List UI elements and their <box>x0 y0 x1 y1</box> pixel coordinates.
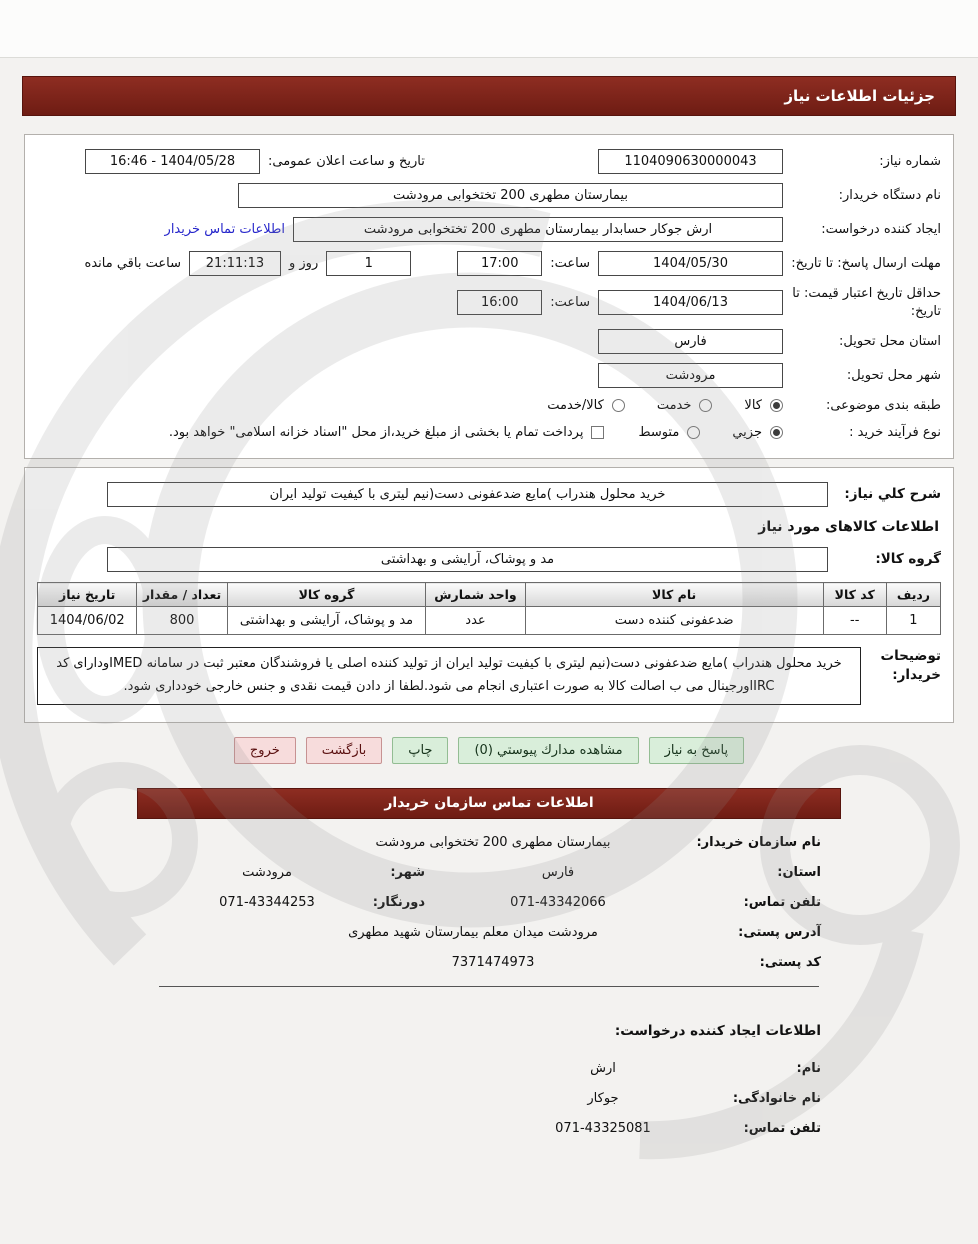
org-name-value: بیمارستان مطهری 200 تختخوابی مرودشت <box>375 834 611 850</box>
remaining-days-box: 1 <box>326 251 411 276</box>
creator-first-name-row <box>157 1061 821 1076</box>
buyer-org-label: نام دستگاه خریدار: <box>838 187 941 203</box>
radio-service-label: خدمت <box>656 398 692 414</box>
radio-minor-label: جزيي <box>732 424 762 440</box>
radio-goods-service-label: کالا/خدمت <box>547 398 604 414</box>
delivery-city-row <box>37 363 941 388</box>
need-description-box <box>24 467 954 723</box>
price-validity-time-label: ساعت: <box>550 295 590 311</box>
creator-last-name-row <box>157 1091 821 1106</box>
action-buttons <box>0 737 978 764</box>
col-row: ردیف <box>886 583 940 607</box>
buyer-notes-row <box>37 647 941 705</box>
radio-goods[interactable] <box>770 399 783 412</box>
radio-medium[interactable] <box>687 426 700 439</box>
deadline-date-input[interactable]: 1404/05/30 <box>598 251 783 276</box>
delivery-city-label: شهر محل تحویل: <box>846 367 941 383</box>
page-title-bar <box>22 76 956 116</box>
process-type-label: نوع فرآیند خرید : <box>849 424 941 440</box>
request-creator-label: ایجاد کننده درخواست: <box>821 221 941 237</box>
need-number-input[interactable]: 1104090630000043 <box>598 149 783 174</box>
radio-goods-label: کالا <box>744 398 762 414</box>
cell-group: مد و پوشاک، آرایشی و بهداشتی <box>227 607 426 635</box>
col-name: نام کالا <box>525 583 823 607</box>
cell-code: -- <box>823 607 886 635</box>
buyer-org-row <box>37 183 941 208</box>
fax-value: 071-43344253 <box>219 894 315 910</box>
col-group: گروه کالا <box>227 583 426 607</box>
delivery-province-row <box>37 329 941 354</box>
need-desc-label: شرح كلي نياز: <box>844 486 941 503</box>
postal-code-row <box>157 955 821 970</box>
delivery-city-input[interactable]: مرودشت <box>598 363 783 388</box>
goods-table-header-row <box>38 583 941 607</box>
page-title: جزئیات اطلاعات نیاز <box>784 87 935 105</box>
announce-datetime-input[interactable]: 16:46 - 1404/05/28 <box>85 149 260 174</box>
radio-minor[interactable] <box>770 426 783 439</box>
section-divider <box>159 986 819 987</box>
buyer-contact-link[interactable]: اطلاعات تماس خریدار <box>164 222 285 237</box>
col-date: تاریخ نیاز <box>38 583 137 607</box>
countdown-timer-box: 21:11:13 <box>189 251 281 276</box>
first-name-value: ارش <box>590 1060 616 1076</box>
creator-section-title: اطلاعات ایجاد کننده درخواست: <box>614 1022 821 1039</box>
city-label: شهر: <box>390 864 425 880</box>
cell-qty: 800 <box>137 607 227 635</box>
goods-table <box>37 582 941 635</box>
province-city-row <box>157 865 821 880</box>
city-value: مرودشت <box>242 864 292 880</box>
buyer-notes-text: خرید محلول هندراب )مایع ضدعفونی دست(نیم لیتری با کیفیت تولید ایران از تولید کننده اصلی یا فروشندگان معتبر ثبت در سامانه IMEDودارای کد IRCاورجینال می ب اصالت کالا به صورت اعتباری انجام می شود.لطفا از دادن قیمت نقدی و جنس خارجی خودداری شود. <box>37 647 861 705</box>
cell-name: ضدعفونی کننده دست <box>525 607 823 635</box>
remaining-days-label: روز و <box>288 256 319 271</box>
phone-value: 071-43342066 <box>510 894 606 910</box>
contact-section-header <box>137 788 841 819</box>
province-label: استان: <box>777 864 821 880</box>
col-qty: تعداد / مقدار <box>137 583 227 607</box>
creator-phone-label: تلفن تماس: <box>743 1120 821 1136</box>
respond-button[interactable]: پاسخ به نیاز <box>649 737 745 764</box>
col-code: کد کالا <box>823 583 886 607</box>
province-value: فارس <box>541 864 575 880</box>
radio-goods-service[interactable] <box>612 399 625 412</box>
need-number-label: شماره نیاز: <box>879 153 941 169</box>
announce-label: تاریخ و ساعت اعلان عمومی: <box>268 154 425 169</box>
goods-group-input[interactable]: مد و پوشاک، آرایشی و بهداشتی <box>107 547 828 572</box>
need-number-row <box>37 149 941 174</box>
price-validity-time-input[interactable]: 16:00 <box>457 290 542 315</box>
countdown-label: ساعت باقي مانده <box>84 256 181 271</box>
address-value: مرودشت میدان معلم بیمارستان شهید مطهری <box>348 924 598 940</box>
request-creator-input[interactable]: ارش جوکار حسابدار بیمارستان مطهری 200 تختخوابی مرودشت <box>293 217 783 242</box>
exit-button[interactable]: خروج <box>234 737 296 764</box>
contact-section <box>137 827 841 970</box>
cell-row: 1 <box>886 607 940 635</box>
phone-fax-row <box>157 895 821 910</box>
address-label: آدرس پستی: <box>738 924 821 940</box>
creator-phone-row <box>157 1121 821 1136</box>
creator-phone-value: 071-43325081 <box>555 1120 651 1136</box>
view-attachments-button[interactable]: مشاهده مدارك پیوستي (0) <box>458 737 638 764</box>
response-deadline-row <box>37 251 941 276</box>
table-row <box>38 607 941 635</box>
radio-service[interactable] <box>699 399 712 412</box>
need-desc-row <box>37 482 941 507</box>
price-validity-label: حداقل تاریخ اعتبار قیمت: تا تاریخ: <box>792 286 941 319</box>
address-row <box>157 925 821 940</box>
treasury-payment-checkbox[interactable] <box>591 426 604 439</box>
back-button[interactable]: بازگشت <box>306 737 382 764</box>
postal-code-value: 7371474973 <box>451 954 535 970</box>
need-info-box <box>24 134 954 459</box>
cell-date: 1404/06/02 <box>38 607 137 635</box>
postal-code-label: کد پستی: <box>759 954 821 970</box>
cell-unit: عدد <box>426 607 525 635</box>
deadline-time-label: ساعت: <box>550 256 590 271</box>
phone-label: تلفن تماس: <box>743 894 821 910</box>
creator-section <box>137 1003 841 1136</box>
price-validity-row <box>37 285 941 320</box>
delivery-province-label: استان محل تحویل: <box>839 333 941 349</box>
fax-label: دورنگار: <box>372 894 425 910</box>
price-validity-date-input[interactable]: 1404/06/13 <box>598 290 783 315</box>
goods-group-row <box>37 547 941 572</box>
last-name-value: جوکار <box>587 1090 619 1106</box>
buyer-org-input[interactable]: بیمارستان مطهری 200 تختخوابی مرودشت <box>238 183 783 208</box>
goods-group-label: گروه کالا: <box>875 551 941 568</box>
process-type-row <box>37 424 941 442</box>
org-name-label: نام سازمان خریدار: <box>696 834 821 850</box>
deadline-label: مهلت ارسال پاسخ: تا تاریخ: <box>791 255 941 271</box>
first-name-label: نام: <box>796 1060 821 1076</box>
col-unit: واحد شمارش <box>426 583 525 607</box>
last-name-label: نام خانوادگی: <box>732 1090 821 1106</box>
deadline-time-input[interactable]: 17:00 <box>457 251 542 276</box>
print-button[interactable]: چاپ <box>392 737 448 764</box>
category-row <box>37 397 941 415</box>
need-desc-input[interactable]: خرید محلول هندراب )مایع ضدعفونی دست(نیم لیتری با کیفیت تولید ایران <box>107 482 828 507</box>
top-strip <box>0 0 978 58</box>
delivery-province-input[interactable]: فارس <box>598 329 783 354</box>
radio-medium-label: متوسط <box>638 424 680 440</box>
required-goods-title: اطلاعات کالاهای مورد نیاز <box>758 519 939 536</box>
contact-section-title: اطلاعات تماس سازمان خریدار <box>384 795 594 812</box>
category-label: طبقه بندی موضوعی: <box>825 398 941 414</box>
org-name-row <box>157 835 821 850</box>
buyer-notes-label: توضیحات خریدار: <box>880 648 941 684</box>
treasury-payment-label: پرداخت تمام یا بخشی از مبلغ خرید،از محل "اسناد خزانه اسلامی" خواهد بود. <box>168 424 584 440</box>
request-creator-row <box>37 217 941 242</box>
